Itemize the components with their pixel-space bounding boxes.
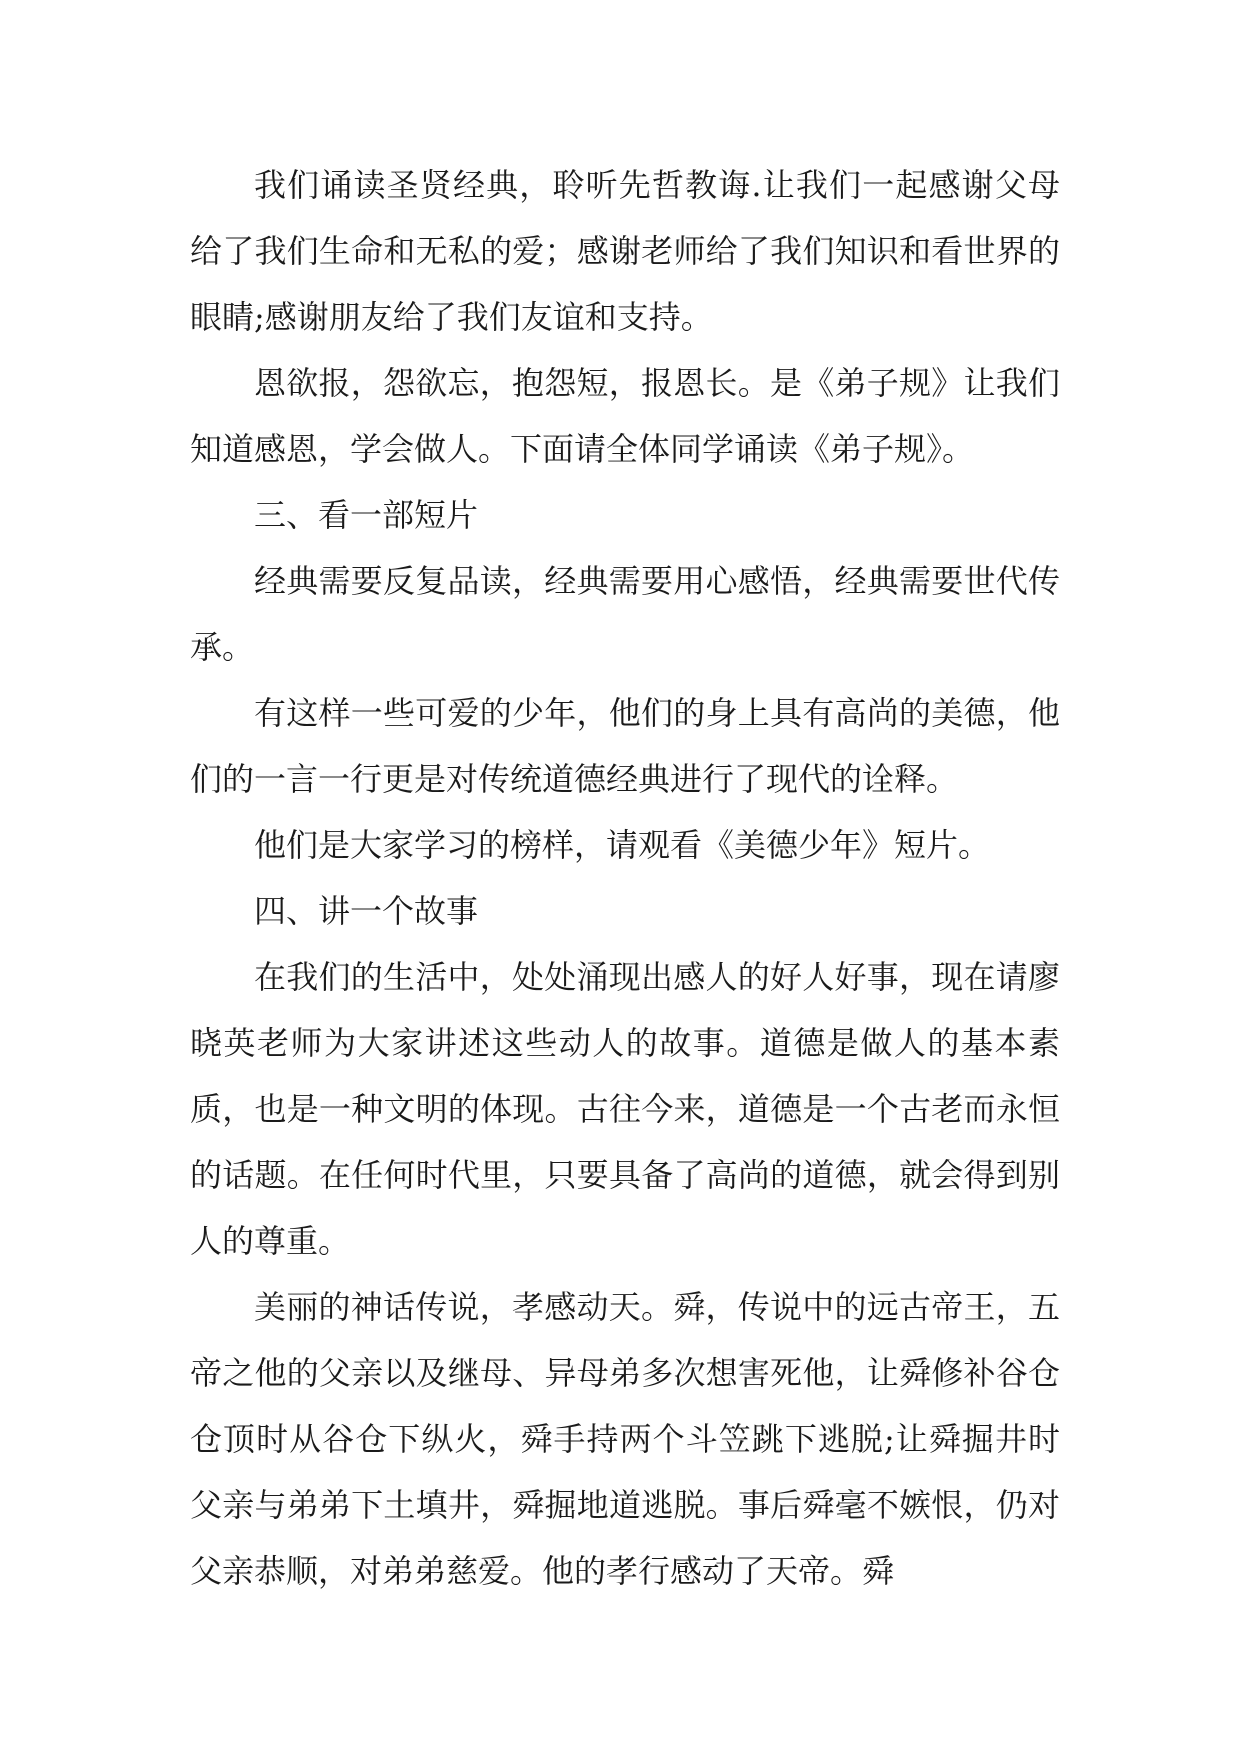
paragraph-shun-legend: 美丽的神话传说，孝感动天。舜，传说中的远古帝王，五帝之他的父亲以及继母、异母弟多次想害死他，让舜修补谷仓仓顶时从谷仓下纵火，舜手持两个斗笠跳下逃脱;让舜掘井时父亲与弟弟下土填井，舜掘地道逃脱。事后舜毫不嫉恨，仍对父亲恭顺，对弟弟慈爱。他的孝行感动了天帝。舜 [190,1288,1060,1590]
paragraph-dizigui: 恩欲报，怨欲忘，抱怨短，报恩长。是《弟子规》让我们知道感恩，学会做人。下面请全体同学诵读《弟子规》。 [190,364,1060,468]
paragraph-role-models: 他们是大家学习的榜样，请观看《美德少年》短片。 [254,826,991,864]
paragraph-youth: 有这样一些可爱的少年，他们的身上具有高尚的美德，他们的一言一行更是对传统道德经典进行了现代的诠释。 [190,694,1060,798]
paragraph-gratitude: 我们诵读圣贤经典，聆听先哲教诲.让我们一起感谢父母给了我们生命和无私的爱；感谢老师给了我们知识和看世界的眼睛;感谢朋友给了我们友谊和支持。 [190,166,1060,336]
section-heading-story: 四、讲一个故事 [254,892,479,930]
body-text [190,152,1060,1604]
paragraph-morality: 在我们的生活中，处处涌现出感人的好人好事，现在请廖晓英老师为大家讲述这些动人的故事。道德是做人的基本素质，也是一种文明的体现。古往今来，道德是一个古老而永恒的话题。在任何时代里，只要具备了高尚的道德，就会得到别人的尊重。 [190,958,1060,1260]
paragraph-classics: 经典需要反复品读，经典需要用心感悟，经典需要世代传承。 [190,562,1060,666]
section-heading-short-film: 三、看一部短片 [254,496,479,534]
